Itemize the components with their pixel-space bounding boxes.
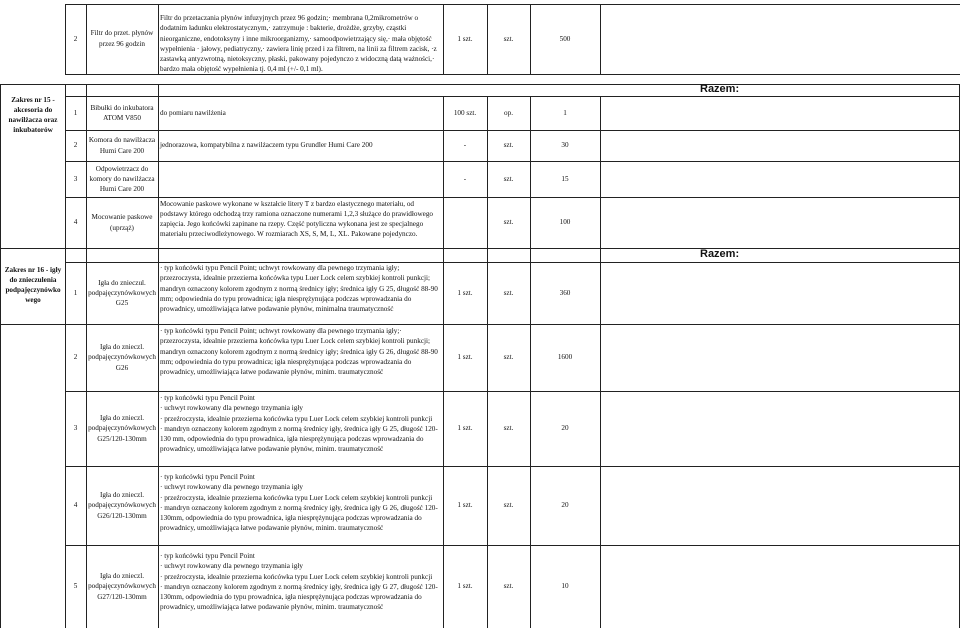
row-number: 2 (73, 141, 78, 150)
quantity: 100 szt. (453, 108, 477, 117)
product-name: Filtr do przet. płynów przez 96 godzin (90, 29, 154, 48)
product-name: Komora do nawilżacza Humi Care 200 (88, 136, 156, 155)
row-number: 4 (73, 218, 78, 227)
product-name: Igła do znieczl. podpajęczynówkowych G26/120-130mm (88, 491, 156, 520)
amount: 20 (561, 424, 569, 433)
product-description (160, 161, 442, 197)
row-number: 3 (73, 174, 78, 183)
unit: szt. (503, 288, 514, 297)
product-name: Igła do znieczl. podpajęczynówkowych G25/120-130mm (88, 414, 156, 443)
quantity: - (463, 141, 467, 150)
quantity: 1 szt. (457, 424, 473, 433)
row-number: 1 (73, 108, 78, 117)
product-description: · typ końcówki typu Pencil Point · uchwyt rowkowany dla pewnego trzymania igły · przeźroczysta, idealnie przezierna końcówka typu Luer Lock celem szybkiej kontroli punkcji · mandryn oznaczony kolorem zgodnym z normą średnicy igły, średnica igły G 27, długość 120-130mm, odpowiednia do typu prowadnica, igła niesprężynująca podczas wprowadzania do prowadnicy, umożliwiająca łatwe podawanie płynów, minim. traumatyczność (160, 552, 438, 612)
amount: 100 (559, 218, 571, 227)
unit: szt. (503, 424, 514, 433)
product-description: · typ końcówki typu Pencil Point; uchwyt rowkowany dla pewnego trzymania igły;· przezroczysta, idealnie przezierna końcówka typu Luer Lock celem szybkiej kontroli punkcji; mandryn oznaczony kolorem zgodnym z normą średnicy igły; średnica igły G 26, długość 88-90 mm; odpowiednia do typu prowadnica; igła niesprężynująca podczas wprowadzania do prowadnicy, umożliwiająca łatwe podawanie płynów, minim. traumatyczność (160, 327, 438, 377)
amount: 15 (561, 174, 569, 183)
product-name: Igła do znieczl. podpajęczynówkowych G27/120-130mm (88, 572, 156, 601)
razem-label: Razem: (700, 248, 740, 260)
product-description: Mocowanie paskowe wykonane w kształcie litery T z bardzo elastycznego materiału, od podstawy którego odchodzą trzy ramiona oznaczone numerami 1,2,3 służące do prawidłowego zapięcia. Jego końcówki zapinane na rzepy. Część potyliczna wykonana jest ze specjalnego materiału przeciwodleżynowego. W rozmiarach XS, S, M, L, XL. Pakowane pojedynczo. (160, 200, 434, 238)
quantity (443, 197, 487, 248)
amount: 1600 (557, 353, 573, 362)
unit: szt. (503, 34, 514, 43)
group-title: Zakres nr 16 - igły do znieczulenia podpajęczynówko wego (4, 266, 62, 304)
product-name: Igła do znieczl. podpajęczynówkowych G26 (88, 343, 156, 372)
quantity: 1 szt. (457, 582, 473, 591)
product-description: jednorazowa, kompatybilna z nawilżaczem typu Grundler Humi Care 200 (160, 141, 373, 150)
quantity: 1 szt. (457, 34, 473, 43)
amount: 500 (559, 34, 571, 43)
amount: 360 (559, 288, 571, 297)
product-description: · typ końcówki typu Pencil Point; uchwyt rowkowany dla pewnego trzymania igły; przezroczysta, idealnie przezierna końcówka typu Luer Lock celem szybkiej kontroli punkcji; mandryn oznaczony kolorem zgodnym z normą średnicy igły; średnica igły G 25, długość 88-90 mm; odpowiednia do typu prowadnica; igła niesprężynująca podczas wprowadzania do prowadnicy, umożliwiająca łatwe podawanie płynów, minimalna traumatyczność (160, 264, 438, 314)
row-number: 4 (73, 501, 78, 510)
quantity: - (463, 174, 467, 183)
product-name: Igła do znieczul. podpajęczynówkowych G25 (88, 278, 156, 308)
unit: szt. (503, 218, 514, 227)
unit: op. (504, 108, 513, 117)
unit: szt. (503, 141, 514, 150)
group-title: Zakres nr 15 - akcesoria do nawilżacza oraz inkubatorów (8, 96, 58, 134)
product-description: do pomiaru nawilżenia (160, 108, 226, 117)
row-number: 1 (73, 288, 78, 297)
row-number: 3 (73, 424, 78, 433)
row-number: 2 (73, 34, 78, 43)
grid-line (600, 4, 601, 74)
row-number: 5 (73, 582, 78, 591)
grid-line (158, 84, 159, 628)
product-description: Filtr do przetaczania płynów infuzyjnych przez 96 godzin;· membrana 0,2mikrometrów o dodatnim ładunku elektrostatycznym,· zatrzymuje : bakterie, drożdże, grzyby, cząstki nieorganiczne, endotoksyny i inne mikroorganizmy,· samoodpowietrzający się,· mała objętość wypełnienia · jałowy, pediatryczny,· zawiera linię przed i za filtrem, na linii za filtrem zacisk, ·z zastawką antyzwrotną, nietoksyczny, płaski, pakowany pojedynczo z widoczną datą ważności,· bardzo mała objętość wypełnienia tj. 0,4 ml (+/- 0,1 ml). (160, 14, 437, 74)
row-number: 2 (73, 353, 78, 362)
grid-line (0, 84, 960, 85)
product-name: Odpowietrzacz do komory do nawilżacza Humi Care 200 (89, 164, 155, 194)
amount: 10 (561, 582, 569, 591)
grid-line (0, 84, 1, 628)
product-name: Bibułki do inkubatora ATOM V850 (90, 103, 154, 122)
unit: szt. (503, 353, 514, 362)
product-name: Mocowanie paskowe (uprząż) (91, 213, 153, 232)
grid-line (0, 248, 960, 249)
product-description: · typ końcówki typu Pencil Point · uchwyt rowkowany dla pewnego trzymania igły · przeźroczysta, idealnie przezierna końcówka typu Luer Lock celem szybkiej kontroli punkcji · mandryn oznaczony kolorem zgodnym z normą średnicy igły, średnica igły G 26, długość 120-130mm, odpowiednia do typu prowadnica, igła niesprężynująca podczas wprowadzania do prowadnicy, umożliwiająca łatwe podawanie płynów, minim. traumatyczność (160, 473, 438, 533)
unit: szt. (503, 501, 514, 510)
grid-line (600, 96, 601, 628)
amount: 30 (561, 141, 569, 150)
grid-line (158, 4, 159, 74)
quantity: 1 szt. (457, 288, 473, 297)
product-description: · typ końcówki typu Pencil Point · uchwyt rowkowany dla pewnego trzymania igły · przeźroczysta, idealnie przezierna końcówka typu Luer Lock celem szybkiej kontroli punkcji · mandryn oznaczony kolorem zgodnym z normą średnicy igły, średnica igły G 25, długość 120-130 mm, odpowiednia do typu prowadnica, igła niesprężynująca podczas wprowadzania do prowadnicy, umożliwiająca łatwe podawanie płynów, minim. traumatyczność (160, 394, 438, 454)
razem-label: Razem: (700, 83, 740, 95)
quantity: 1 szt. (457, 501, 473, 510)
unit: szt. (503, 582, 514, 591)
amount: 1 (563, 108, 567, 117)
quantity: 1 szt. (457, 353, 473, 362)
amount: 20 (561, 501, 569, 510)
unit: szt. (503, 174, 514, 183)
